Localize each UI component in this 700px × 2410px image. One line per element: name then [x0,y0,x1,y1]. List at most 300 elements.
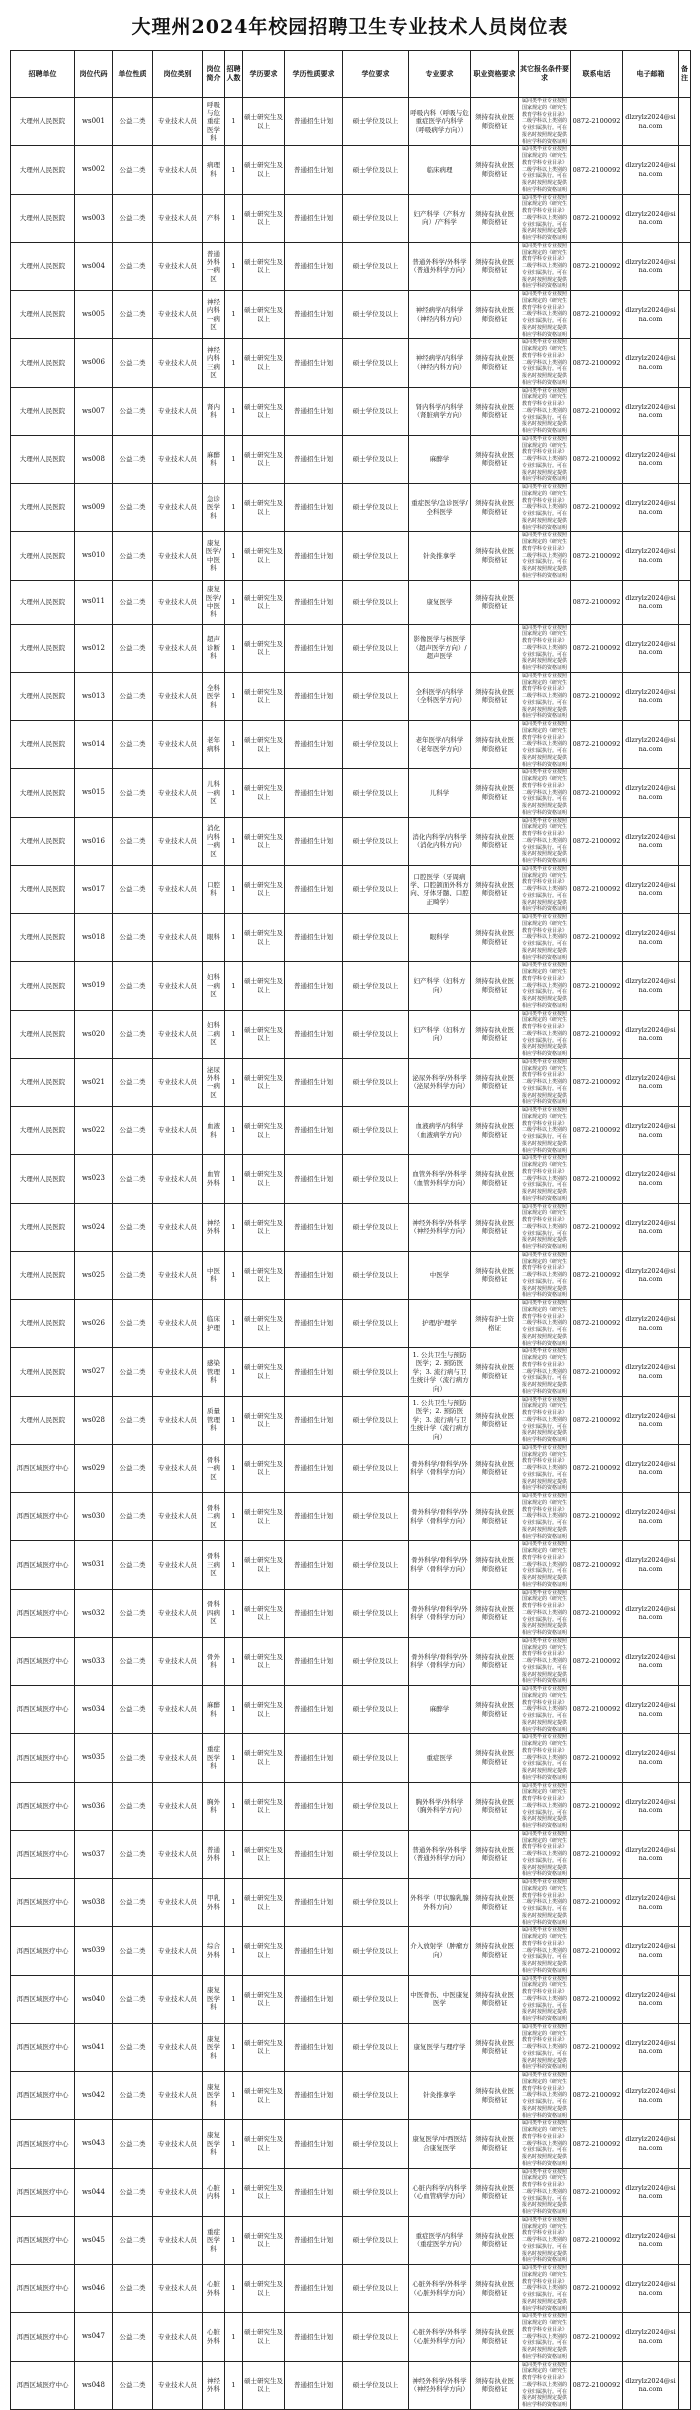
remark-cell [679,769,691,817]
count-cell: 1 [225,2120,243,2168]
table-row [11,1010,691,1058]
other-requirement-cell: 属同类毕业专业按照国家规定的《研究生教育学科专业目录》二级学科以上类别的专业归属执行。可在报名时按照规定提供相应学科的资格证明 [519,2361,571,2409]
count-cell: 1 [225,1589,243,1637]
position-code-cell: ws008 [75,435,113,483]
education-cell: 硕士研究生及以上 [243,1589,285,1637]
major-cell: 重症医学 [409,1734,471,1782]
column-header: 岗位代码 [75,51,113,98]
table-row [11,1927,691,1975]
table-row [11,580,691,624]
other-requirement-cell: 属同类毕业专业按照国家规定的《研究生教育学科专业目录》二级学科以上类别的专业归属执行。可在报名时按照规定提供相应学科的资格证明 [519,242,571,290]
email-cell: dlzrylz2024@sina.com [623,721,679,769]
license-cell: 须持有执业医师资格证 [471,1927,519,1975]
job-type-cell: 专业技术人员 [153,1107,203,1155]
degree-cell: 硕士学位及以上 [343,769,409,817]
license-cell: 须持有执业医师资格证 [471,1396,519,1444]
education-cell: 硕士研究生及以上 [243,387,285,435]
major-cell: 麻醉学 [409,1686,471,1734]
email-cell: dlzrylz2024@sina.com [623,1927,679,1975]
column-header: 招聘单位 [11,51,75,98]
license-cell: 须持有执业医师资格证 [471,2216,519,2264]
other-requirement-cell: 属同类毕业专业按照国家规定的《研究生教育学科专业目录》二级学科以上类别的专业归属执行。可在报名时按照规定提供相应学科的资格证明 [519,1444,571,1492]
phone-cell: 0872-2100092 [571,1879,623,1927]
education-cell: 硕士研究生及以上 [243,672,285,720]
position-code-cell: ws016 [75,817,113,865]
brief-cell: 眼科 [203,914,225,962]
brief-cell: 质量管理科 [203,1396,225,1444]
job-type-cell: 专业技术人员 [153,721,203,769]
major-cell: 神经病学/内科学（神经内科方向） [409,291,471,339]
phone-cell: 0872-2100092 [571,769,623,817]
license-cell: 须持有执业医师资格证 [471,2072,519,2120]
other-requirement-cell: 属同类毕业专业按照国家规定的《研究生教育学科专业目录》二级学科以上类别的专业归属执行。可在报名时按照规定提供相应学科的资格证明 [519,914,571,962]
remark-cell [679,624,691,672]
job-type-cell: 专业技术人员 [153,1251,203,1299]
brief-cell: 综合外科 [203,1927,225,1975]
unit-cell: 大理州人民医院 [11,1300,75,1348]
brief-cell: 全科医学科 [203,672,225,720]
phone-cell: 0872-2100092 [571,1782,623,1830]
phone-cell: 0872-2100092 [571,1348,623,1396]
education-type-cell: 普通招生计划 [285,1058,343,1106]
education-cell: 硕士研究生及以上 [243,1396,285,1444]
org-type-cell: 公益二类 [113,1444,153,1492]
brief-cell: 重症医学科 [203,2216,225,2264]
remark-cell [679,1830,691,1878]
brief-cell: 神经外科 [203,2361,225,2409]
degree-cell: 硕士学位及以上 [343,2023,409,2071]
email-cell: dlzrylz2024@sina.com [623,2313,679,2361]
brief-cell: 感染管理科 [203,1348,225,1396]
position-code-cell: ws048 [75,2361,113,2409]
phone-cell: 0872-2100092 [571,865,623,913]
remark-cell [679,2361,691,2409]
major-cell: 临床病理 [409,146,471,194]
license-cell: 须持有执业医师资格证 [471,1637,519,1685]
education-cell: 硕士研究生及以上 [243,435,285,483]
phone-cell: 0872-2100092 [571,672,623,720]
other-requirement-cell: 属同类毕业专业按照国家规定的《研究生教育学科专业目录》二级学科以上类别的专业归属执行。可在报名时按照规定提供相应学科的资格证明 [519,146,571,194]
table-row [11,1493,691,1541]
degree-cell: 硕士学位及以上 [343,2072,409,2120]
email-cell: dlzrylz2024@sina.com [623,1686,679,1734]
brief-cell: 泌尿外科一病区 [203,1058,225,1106]
table-row [11,1975,691,2023]
count-cell: 1 [225,1734,243,1782]
job-type-cell: 专业技术人员 [153,242,203,290]
education-type-cell: 普通招生计划 [285,1637,343,1685]
org-type-cell: 公益二类 [113,1348,153,1396]
unit-cell: 大理州人民医院 [11,1058,75,1106]
education-cell: 硕士研究生及以上 [243,2168,285,2216]
brief-cell: 麻醉科 [203,1686,225,1734]
education-cell: 硕士研究生及以上 [243,339,285,387]
position-code-cell: ws021 [75,1058,113,1106]
position-code-cell: ws041 [75,2023,113,2071]
table-row [11,484,691,532]
education-cell: 硕士研究生及以上 [243,962,285,1010]
remark-cell [679,1300,691,1348]
education-cell: 硕士研究生及以上 [243,194,285,242]
major-cell: 骨外科学/骨科学/外科学（骨科学方向） [409,1541,471,1589]
brief-cell: 消化内科一病区 [203,817,225,865]
brief-cell: 康复医学科 [203,2023,225,2071]
count-cell: 1 [225,1348,243,1396]
org-type-cell: 公益二类 [113,2072,153,2120]
remark-cell [679,435,691,483]
phone-cell: 0872-2100092 [571,1637,623,1685]
education-cell: 硕士研究生及以上 [243,721,285,769]
education-type-cell: 普通招生计划 [285,387,343,435]
brief-cell: 普通外科一病区 [203,242,225,290]
unit-cell: 大理州人民医院 [11,1107,75,1155]
education-type-cell: 普通招生计划 [285,484,343,532]
position-code-cell: ws014 [75,721,113,769]
table-row [11,1830,691,1878]
remark-cell [679,962,691,1010]
table-body [11,98,691,2410]
phone-cell: 0872-2100092 [571,962,623,1010]
license-cell: 须持有执业医师资格证 [471,865,519,913]
unit-cell: 洱西区域医疗中心 [11,2023,75,2071]
table-row [11,2072,691,2120]
column-header: 其它报名条件要求 [519,51,571,98]
org-type-cell: 公益二类 [113,387,153,435]
count-cell: 1 [225,2313,243,2361]
position-code-cell: ws029 [75,1444,113,1492]
license-cell: 须持有执业医师资格证 [471,1444,519,1492]
other-requirement-cell: 属同类毕业专业按照国家规定的《研究生教育学科专业目录》二级学科以上类别的专业归属执行。可在报名时按照规定提供相应学科的资格证明 [519,1830,571,1878]
position-code-cell: ws031 [75,1541,113,1589]
unit-cell: 大理州人民医院 [11,962,75,1010]
unit-cell: 洱西区域医疗中心 [11,1734,75,1782]
email-cell: dlzrylz2024@sina.com [623,914,679,962]
education-cell: 硕士研究生及以上 [243,1734,285,1782]
unit-cell: 大理州人民医院 [11,865,75,913]
brief-cell: 血管外科 [203,1155,225,1203]
email-cell: dlzrylz2024@sina.com [623,339,679,387]
phone-cell: 0872-2100092 [571,1396,623,1444]
brief-cell: 甲乳外科 [203,1879,225,1927]
unit-cell: 大理州人民医院 [11,672,75,720]
major-cell: 肾内科学/内科学（肾脏病学方向） [409,387,471,435]
license-cell: 须持有执业医师资格证 [471,532,519,580]
job-type-cell: 专业技术人员 [153,580,203,624]
position-code-cell: ws042 [75,2072,113,2120]
job-type-cell: 专业技术人员 [153,1686,203,1734]
education-cell: 硕士研究生及以上 [243,242,285,290]
brief-cell: 病理科 [203,146,225,194]
table-row [11,1203,691,1251]
brief-cell: 妇科一病区 [203,962,225,1010]
license-cell: 须持有执业医师资格证 [471,1830,519,1878]
unit-cell: 洱西区域医疗中心 [11,1686,75,1734]
major-cell: 重症医学/内科学（重症医学方向） [409,2216,471,2264]
major-cell: 血管外科学/外科学（血管外科学方向） [409,1155,471,1203]
remark-cell [679,2120,691,2168]
remark-cell [679,1879,691,1927]
other-requirement-cell: 属同类毕业专业按照国家规定的《研究生教育学科专业目录》二级学科以上类别的专业归属执行。可在报名时按照规定提供相应学科的资格证明 [519,624,571,672]
other-requirement-cell: 属同类毕业专业按照国家规定的《研究生教育学科专业目录》二级学科以上类别的专业归属执行。可在报名时按照规定提供相应学科的资格证明 [519,1300,571,1348]
phone-cell: 0872-2100092 [571,2120,623,2168]
job-type-cell: 专业技术人员 [153,2023,203,2071]
license-cell: 须持有执业医师资格证 [471,817,519,865]
license-cell: 须持有执业医师资格证 [471,2313,519,2361]
position-code-cell: ws009 [75,484,113,532]
degree-cell: 硕士学位及以上 [343,194,409,242]
table-row [11,817,691,865]
count-cell: 1 [225,98,243,146]
unit-cell: 洱西区域医疗中心 [11,2313,75,2361]
email-cell: dlzrylz2024@sina.com [623,817,679,865]
other-requirement-cell: 属同类毕业专业按照国家规定的《研究生教育学科专业目录》二级学科以上类别的专业归属执行。可在报名时按照规定提供相应学科的资格证明 [519,817,571,865]
phone-cell: 0872-2100092 [571,98,623,146]
org-type-cell: 公益二类 [113,1010,153,1058]
email-cell: dlzrylz2024@sina.com [623,435,679,483]
unit-cell: 洱西区域医疗中心 [11,1830,75,1878]
table-row [11,146,691,194]
license-cell: 须持有执业医师资格证 [471,1493,519,1541]
count-cell: 1 [225,817,243,865]
table-row [11,2265,691,2313]
table-row [11,1541,691,1589]
brief-cell: 儿科一病区 [203,769,225,817]
org-type-cell: 公益二类 [113,2361,153,2409]
education-type-cell: 普通招生计划 [285,1203,343,1251]
education-cell: 硕士研究生及以上 [243,2120,285,2168]
count-cell: 1 [225,914,243,962]
position-code-cell: ws038 [75,1879,113,1927]
brief-cell: 心脏外科 [203,2313,225,2361]
email-cell: dlzrylz2024@sina.com [623,769,679,817]
other-requirement-cell: 属同类毕业专业按照国家规定的《研究生教育学科专业目录》二级学科以上类别的专业归属执行。可在报名时按照规定提供相应学科的资格证明 [519,1203,571,1251]
count-cell: 1 [225,484,243,532]
other-requirement-cell: 属同类毕业专业按照国家规定的《研究生教育学科专业目录》二级学科以上类别的专业归属执行。可在报名时按照规定提供相应学科的资格证明 [519,1155,571,1203]
brief-cell: 神经内科一病区 [203,291,225,339]
education-type-cell: 普通招生计划 [285,962,343,1010]
table-row [11,1251,691,1299]
brief-cell: 中医科 [203,1251,225,1299]
job-type-cell: 专业技术人员 [153,2361,203,2409]
degree-cell: 硕士学位及以上 [343,146,409,194]
org-type-cell: 公益二类 [113,817,153,865]
major-cell: 重症医学/急诊医学/全科医学 [409,484,471,532]
education-cell: 硕士研究生及以上 [243,2023,285,2071]
brief-cell: 血液科 [203,1107,225,1155]
count-cell: 1 [225,2072,243,2120]
column-header: 招聘人数 [225,51,243,98]
education-cell: 硕士研究生及以上 [243,1348,285,1396]
count-cell: 1 [225,1107,243,1155]
education-cell: 硕士研究生及以上 [243,146,285,194]
education-cell: 硕士研究生及以上 [243,2216,285,2264]
remark-cell [679,2265,691,2313]
major-cell: 口腔医学（牙周病学、口腔颌面外科方向、牙体牙髓、口腔正畸学） [409,865,471,913]
column-header: 专业要求 [409,51,471,98]
remark-cell [679,2023,691,2071]
job-type-cell: 专业技术人员 [153,1300,203,1348]
unit-cell: 大理州人民医院 [11,484,75,532]
major-cell: 针灸推拿学 [409,2072,471,2120]
other-requirement-cell: 属同类毕业专业按照国家规定的《研究生教育学科专业目录》二级学科以上类别的专业归属执行。可在报名时按照规定提供相应学科的资格证明 [519,387,571,435]
major-cell: 康复医学/中西医结合康复医学 [409,2120,471,2168]
org-type-cell: 公益二类 [113,532,153,580]
other-requirement-cell: 属同类毕业专业按照国家规定的《研究生教育学科专业目录》二级学科以上类别的专业归属执行。可在报名时按照规定提供相应学科的资格证明 [519,339,571,387]
education-type-cell: 普通招生计划 [285,1782,343,1830]
remark-cell [679,721,691,769]
brief-cell: 康复医学科 [203,2072,225,2120]
email-cell: dlzrylz2024@sina.com [623,1058,679,1106]
degree-cell: 硕士学位及以上 [343,387,409,435]
major-cell: 神经外科学/外科学（神经外科学方向） [409,1203,471,1251]
other-requirement-cell: 属同类毕业专业按照国家规定的《研究生教育学科专业目录》二级学科以上类别的专业归属执行。可在报名时按照规定提供相应学科的资格证明 [519,1637,571,1685]
org-type-cell: 公益二类 [113,2216,153,2264]
email-cell: dlzrylz2024@sina.com [623,672,679,720]
table-row [11,1589,691,1637]
education-type-cell: 普通招生计划 [285,1879,343,1927]
major-cell: 妇产科学（妇科方向） [409,1010,471,1058]
unit-cell: 洱西区域医疗中心 [11,2265,75,2313]
email-cell: dlzrylz2024@sina.com [623,1541,679,1589]
education-cell: 硕士研究生及以上 [243,580,285,624]
license-cell: 须持有执业医师资格证 [471,1010,519,1058]
education-type-cell: 普通招生计划 [285,1686,343,1734]
position-code-cell: ws003 [75,194,113,242]
degree-cell: 硕士学位及以上 [343,339,409,387]
brief-cell: 呼吸与危重症医学科 [203,98,225,146]
major-cell: 血液病学/内科学（血液病学方向） [409,1107,471,1155]
remark-cell [679,672,691,720]
org-type-cell: 公益二类 [113,2313,153,2361]
education-type-cell: 普通招生计划 [285,2023,343,2071]
job-type-cell: 专业技术人员 [153,98,203,146]
other-requirement-cell: 属同类毕业专业按照国家规定的《研究生教育学科专业目录》二级学科以上类别的专业归属执行。可在报名时按照规定提供相应学科的资格证明 [519,1927,571,1975]
degree-cell: 硕士学位及以上 [343,1251,409,1299]
phone-cell: 0872-2100092 [571,1107,623,1155]
column-header: 备注 [679,51,691,98]
count-cell: 1 [225,1541,243,1589]
remark-cell [679,1927,691,1975]
phone-cell: 0872-2100092 [571,914,623,962]
phone-cell: 0872-2100092 [571,1589,623,1637]
remark-cell [679,1637,691,1685]
brief-cell: 普通外科 [203,1830,225,1878]
education-cell: 硕士研究生及以上 [243,1830,285,1878]
other-requirement-cell: 属同类毕业专业按照国家规定的《研究生教育学科专业目录》二级学科以上类别的专业归属执行。可在报名时按照规定提供相应学科的资格证明 [519,1396,571,1444]
email-cell: dlzrylz2024@sina.com [623,1830,679,1878]
job-type-cell: 专业技术人员 [153,2265,203,2313]
education-type-cell: 普通招生计划 [285,1010,343,1058]
education-cell: 硕士研究生及以上 [243,914,285,962]
license-cell: 须持有执业医师资格证 [471,1686,519,1734]
education-type-cell: 普通招生计划 [285,2313,343,2361]
table-row [11,1396,691,1444]
other-requirement-cell: 属同类毕业专业按照国家规定的《研究生教育学科专业目录》二级学科以上类别的专业归属执行。可在报名时按照规定提供相应学科的资格证明 [519,1686,571,1734]
position-code-cell: ws018 [75,914,113,962]
education-type-cell: 普通招生计划 [285,2168,343,2216]
other-requirement-cell: 属同类毕业专业按照国家规定的《研究生教育学科专业目录》二级学科以上类别的专业归属执行。可在报名时按照规定提供相应学科的资格证明 [519,484,571,532]
unit-cell: 洱西区域医疗中心 [11,1493,75,1541]
job-type-cell: 专业技术人员 [153,1010,203,1058]
unit-cell: 大理州人民医院 [11,387,75,435]
education-type-cell: 普通招生计划 [285,1444,343,1492]
org-type-cell: 公益二类 [113,1493,153,1541]
org-type-cell: 公益二类 [113,672,153,720]
unit-cell: 大理州人民医院 [11,339,75,387]
position-code-cell: ws004 [75,242,113,290]
other-requirement-cell: 属同类毕业专业按照国家规定的《研究生教育学科专业目录》二级学科以上类别的专业归属执行。可在报名时按照规定提供相应学科的资格证明 [519,769,571,817]
org-type-cell: 公益二类 [113,962,153,1010]
degree-cell: 硕士学位及以上 [343,1782,409,1830]
email-cell: dlzrylz2024@sina.com [623,1782,679,1830]
unit-cell: 洱西区域医疗中心 [11,1444,75,1492]
major-cell: 老年医学/内科学（老年医学方向） [409,721,471,769]
org-type-cell: 公益二类 [113,865,153,913]
table-row [11,2023,691,2071]
education-cell: 硕士研究生及以上 [243,98,285,146]
email-cell: dlzrylz2024@sina.com [623,242,679,290]
job-type-cell: 专业技术人员 [153,2120,203,2168]
education-cell: 硕士研究生及以上 [243,1686,285,1734]
education-cell: 硕士研究生及以上 [243,1782,285,1830]
email-cell: dlzrylz2024@sina.com [623,1879,679,1927]
other-requirement-cell: 属同类毕业专业按照国家规定的《研究生教育学科专业目录》二级学科以上类别的专业归属执行。可在报名时按照规定提供相应学科的资格证明 [519,1058,571,1106]
org-type-cell: 公益二类 [113,484,153,532]
license-cell: 须持有护士资格证 [471,1300,519,1348]
education-type-cell: 普通招生计划 [285,98,343,146]
remark-cell [679,1348,691,1396]
unit-cell: 洱西区域医疗中心 [11,1975,75,2023]
phone-cell: 0872-2100092 [571,532,623,580]
job-type-cell: 专业技术人员 [153,2072,203,2120]
other-requirement-cell: 属同类毕业专业按照国家规定的《研究生教育学科专业目录》二级学科以上类别的专业归属执行。可在报名时按照规定提供相应学科的资格证明 [519,2072,571,2120]
education-type-cell: 普通招生计划 [285,146,343,194]
job-type-cell: 专业技术人员 [153,1637,203,1685]
license-cell [471,624,519,672]
unit-cell: 大理州人民医院 [11,1251,75,1299]
education-type-cell: 普通招生计划 [285,1541,343,1589]
remark-cell [679,817,691,865]
other-requirement-cell: 属同类毕业专业按照国家规定的《研究生教育学科专业目录》二级学科以上类别的专业归属执行。可在报名时按照规定提供相应学科的资格证明 [519,962,571,1010]
other-requirement-cell: 属同类毕业专业按照国家规定的《研究生教育学科专业目录》二级学科以上类别的专业归属执行。可在报名时按照规定提供相应学科的资格证明 [519,1010,571,1058]
major-cell: 介入放射学（肿瘤方向） [409,1927,471,1975]
count-cell: 1 [225,1396,243,1444]
major-cell: 骨外科学/骨科学/外科学（骨科学方向） [409,1493,471,1541]
table-row [11,2361,691,2409]
org-type-cell: 公益二类 [113,1251,153,1299]
education-type-cell: 普通招生计划 [285,2120,343,2168]
degree-cell: 硕士学位及以上 [343,2361,409,2409]
degree-cell: 硕士学位及以上 [343,291,409,339]
other-requirement-cell: 属同类毕业专业按照国家规定的《研究生教育学科专业目录》二级学科以上类别的专业归属执行。可在报名时按照规定提供相应学科的资格证明 [519,2168,571,2216]
education-cell: 硕士研究生及以上 [243,2265,285,2313]
degree-cell: 硕士学位及以上 [343,1155,409,1203]
education-type-cell: 普通招生计划 [285,339,343,387]
position-code-cell: ws032 [75,1589,113,1637]
other-requirement-cell: 属同类毕业专业按照国家规定的《研究生教育学科专业目录》二级学科以上类别的专业归属执行。可在报名时按照规定提供相应学科的资格证明 [519,2023,571,2071]
email-cell: dlzrylz2024@sina.com [623,2168,679,2216]
remark-cell [679,1541,691,1589]
table-row [11,865,691,913]
org-type-cell: 公益二类 [113,914,153,962]
count-cell: 1 [225,1879,243,1927]
degree-cell: 硕士学位及以上 [343,1348,409,1396]
unit-cell: 大理州人民医院 [11,146,75,194]
remark-cell [679,1396,691,1444]
remark-cell [679,532,691,580]
degree-cell: 硕士学位及以上 [343,1975,409,2023]
license-cell: 须持有执业医师资格证 [471,2023,519,2071]
